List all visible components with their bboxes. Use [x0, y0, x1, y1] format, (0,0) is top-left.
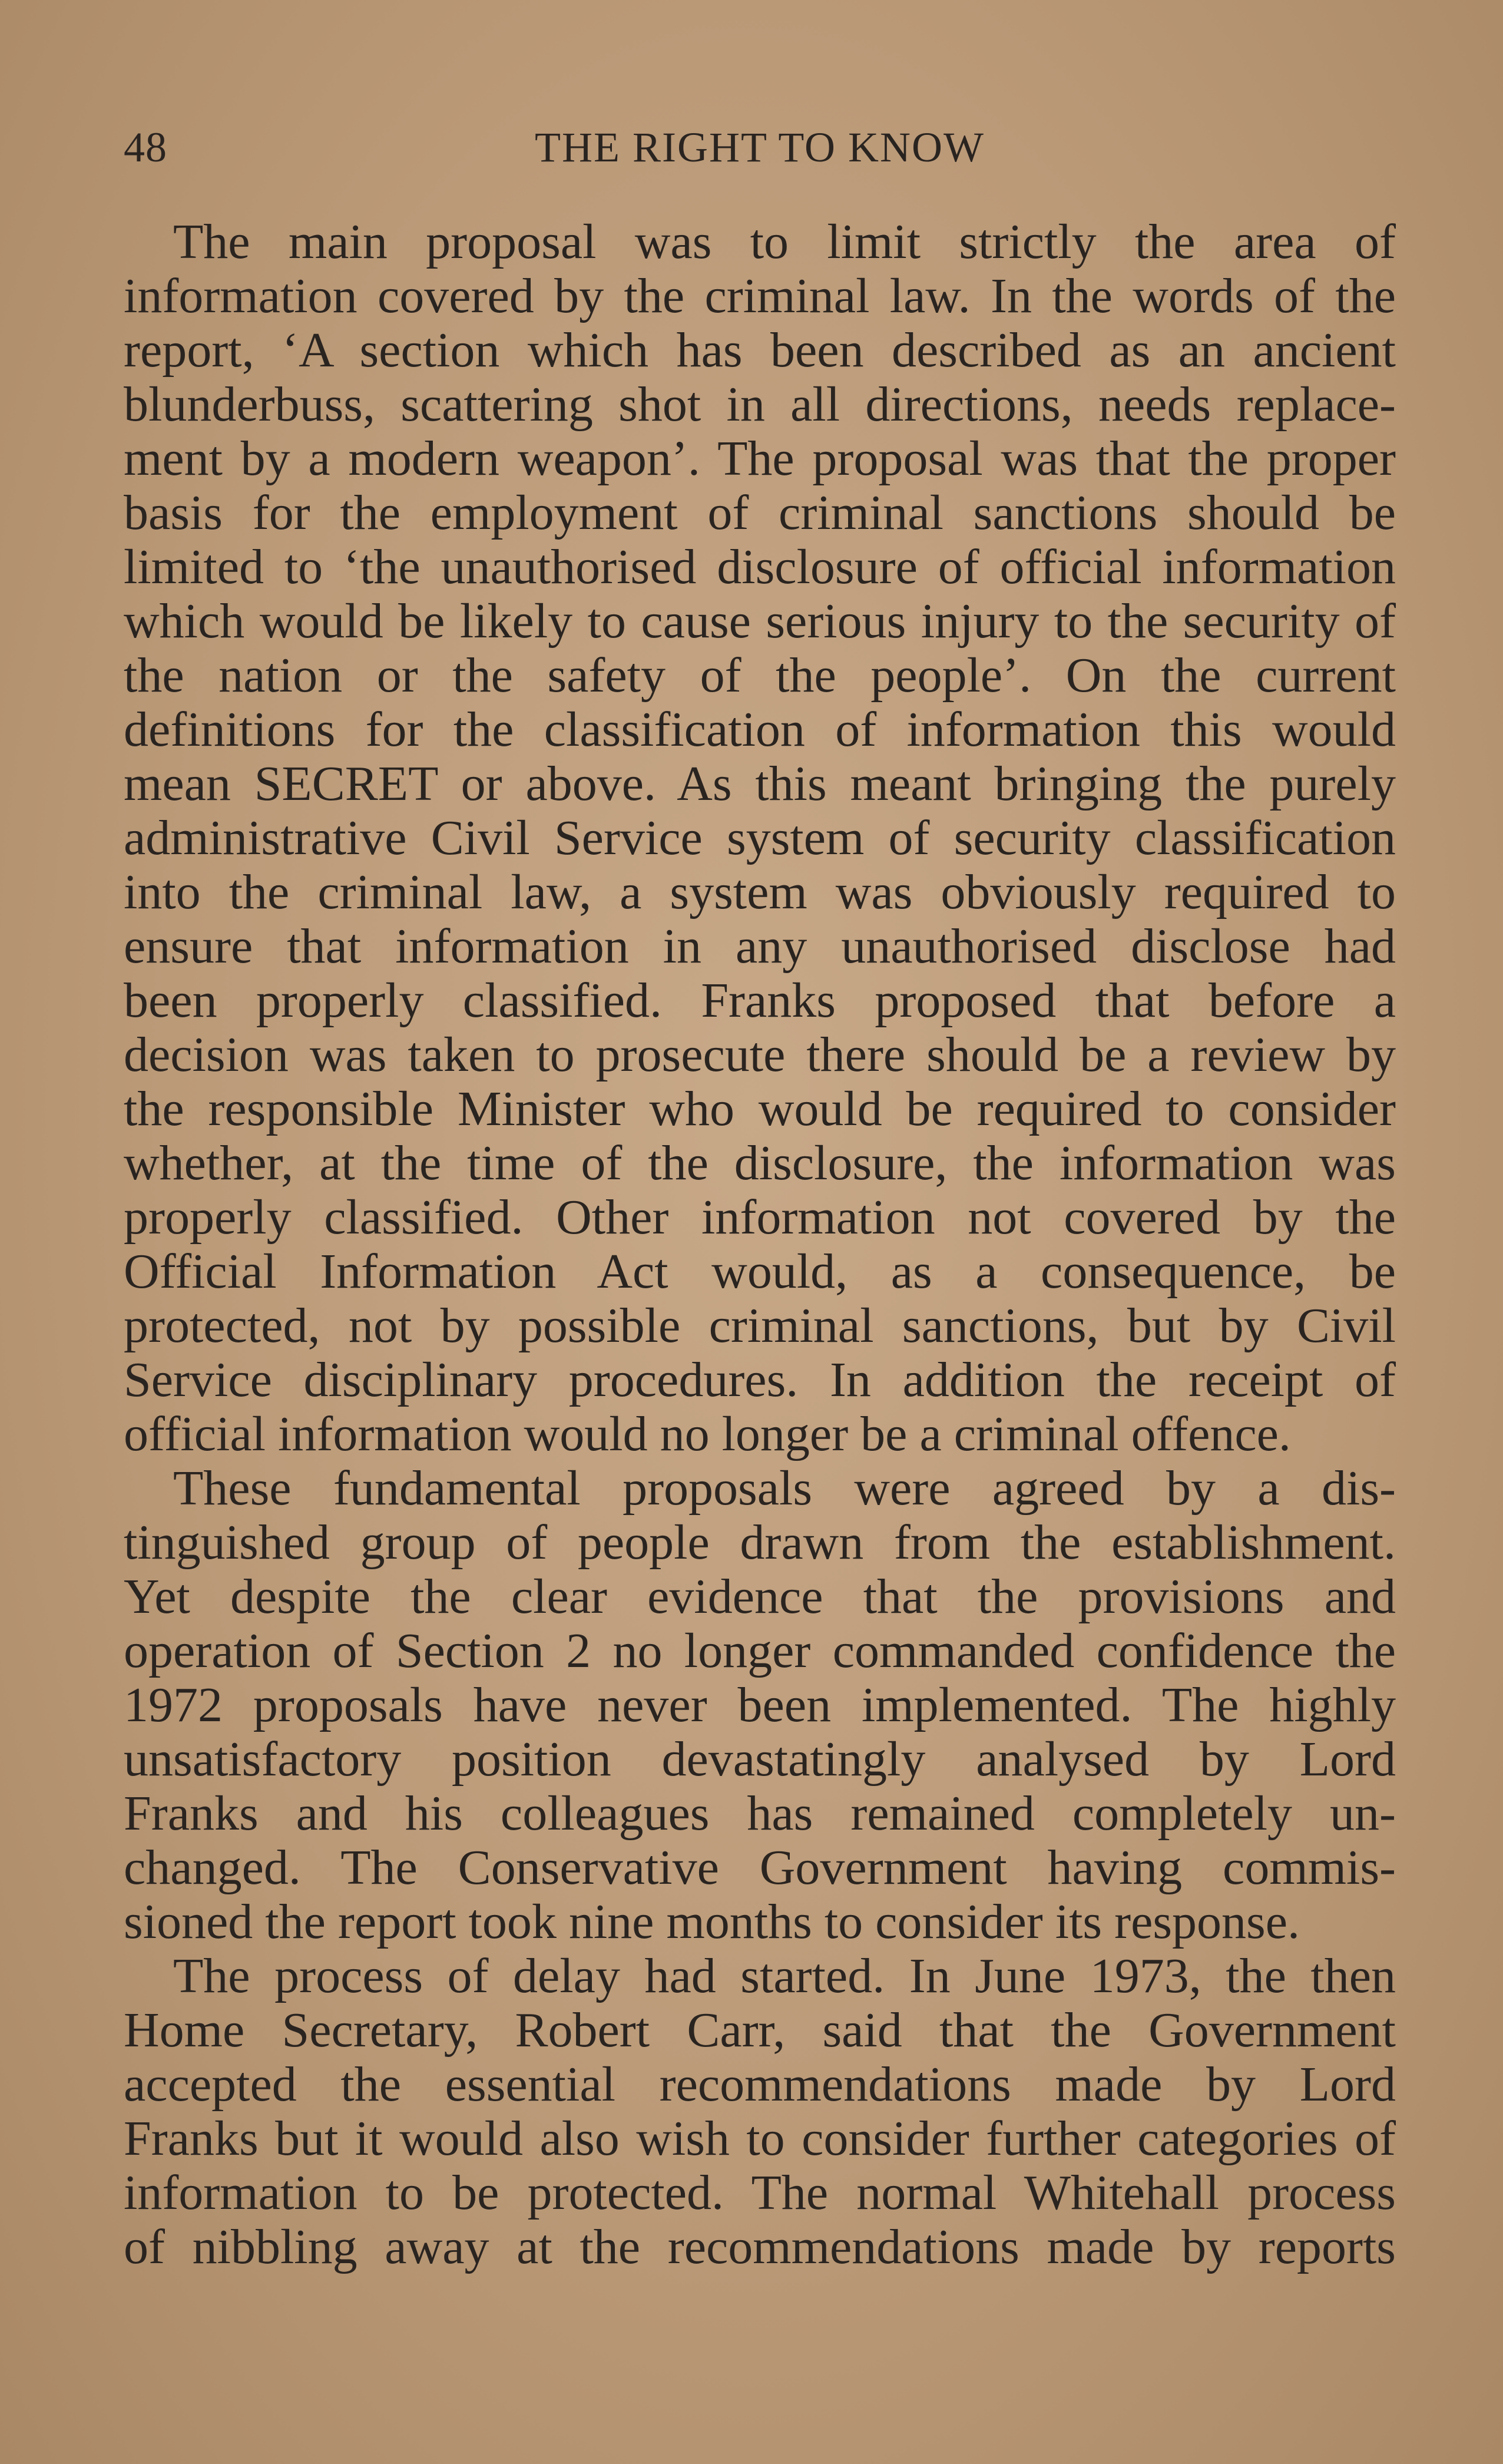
- text-line: Franks but it would also wish to consider further categories of: [124, 2111, 1396, 2166]
- text-line: Franks and his colleagues has remained completely un-: [124, 1786, 1396, 1841]
- text-line: report, ‘A section which has been described as an ancient: [124, 323, 1396, 378]
- text-line: unsatisfactory position devastatingly analysed by Lord: [124, 1732, 1396, 1787]
- text-line: Official Information Act would, as a consequence, be: [124, 1244, 1396, 1299]
- text-line: protected, not by possible criminal sanctions, but by Civil: [124, 1298, 1396, 1353]
- page-number: 48: [124, 124, 167, 171]
- text-line: information to be protected. The normal Whitehall process: [124, 2165, 1396, 2220]
- text-line: accepted the essential recommendations made by Lord: [124, 2057, 1396, 2112]
- text-line: official information would no longer be a criminal offence.: [124, 1407, 1291, 1461]
- text-line: The main proposal was to limit strictly the area of: [173, 214, 1396, 269]
- paragraph-1: [124, 215, 1396, 1461]
- text-line: the nation or the safety of the people’. On the current: [124, 648, 1396, 703]
- text-line: Service disciplinary procedures. In addition the receipt of: [124, 1352, 1396, 1407]
- text-line: the responsible Minister who would be required to consider: [124, 1081, 1396, 1136]
- text-line: Yet despite the clear evidence that the provisions and: [124, 1569, 1396, 1624]
- paragraph-3: [124, 1949, 1396, 2274]
- text-line: tinguished group of people drawn from the establishment.: [124, 1515, 1396, 1570]
- text-line: whether, at the time of the disclosure, the information was: [124, 1136, 1396, 1190]
- text-line: into the criminal law, a system was obviously required to: [124, 865, 1396, 920]
- body-text: [124, 215, 1396, 2274]
- running-head: [124, 121, 1396, 174]
- text-line: sioned the report took nine months to consider its response.: [124, 1894, 1300, 1949]
- text-line: basis for the employment of criminal sanctions should be: [124, 485, 1396, 540]
- book-title: THE RIGHT TO KNOW: [535, 124, 985, 171]
- text-line: ensure that information in any unauthorised disclose had: [124, 919, 1396, 974]
- text-line: ment by a modern weapon’. The proposal was that the proper: [124, 431, 1396, 486]
- text-line: which would be likely to cause serious injury to the security of: [124, 594, 1396, 649]
- text-line: 1972 proposals have never been implemented. The highly: [124, 1678, 1396, 1732]
- text-line: limited to ‘the unauthorised disclosure of official information: [124, 540, 1396, 594]
- text-line: properly classified. Other information not covered by the: [124, 1190, 1396, 1245]
- text-line: These fundamental proposals were agreed by a dis-: [173, 1461, 1396, 1516]
- text-line: operation of Section 2 no longer commanded confidence the: [124, 1623, 1396, 1678]
- text-line: blunderbuss, scattering shot in all directions, needs replace-: [124, 377, 1396, 432]
- text-line: mean SECRET or above. As this meant bringing the purely: [124, 756, 1396, 811]
- text-line: information covered by the criminal law. In the words of the: [124, 269, 1396, 323]
- text-line: of nibbling away at the recommendations made by reports: [124, 2220, 1396, 2274]
- text-line: definitions for the classification of information this would: [124, 702, 1396, 757]
- text-line: changed. The Conservative Government having commis-: [124, 1840, 1396, 1895]
- paragraph-2: [124, 1461, 1396, 1949]
- text-line: The process of delay had started. In June 1973, the then: [173, 1949, 1396, 2003]
- text-line: been properly classified. Franks proposed that before a: [124, 973, 1396, 1028]
- text-line: decision was taken to prosecute there should be a review by: [124, 1027, 1396, 1082]
- text-line: Home Secretary, Robert Carr, said that the Government: [124, 2003, 1396, 2058]
- text-line: administrative Civil Service system of security classification: [124, 811, 1396, 865]
